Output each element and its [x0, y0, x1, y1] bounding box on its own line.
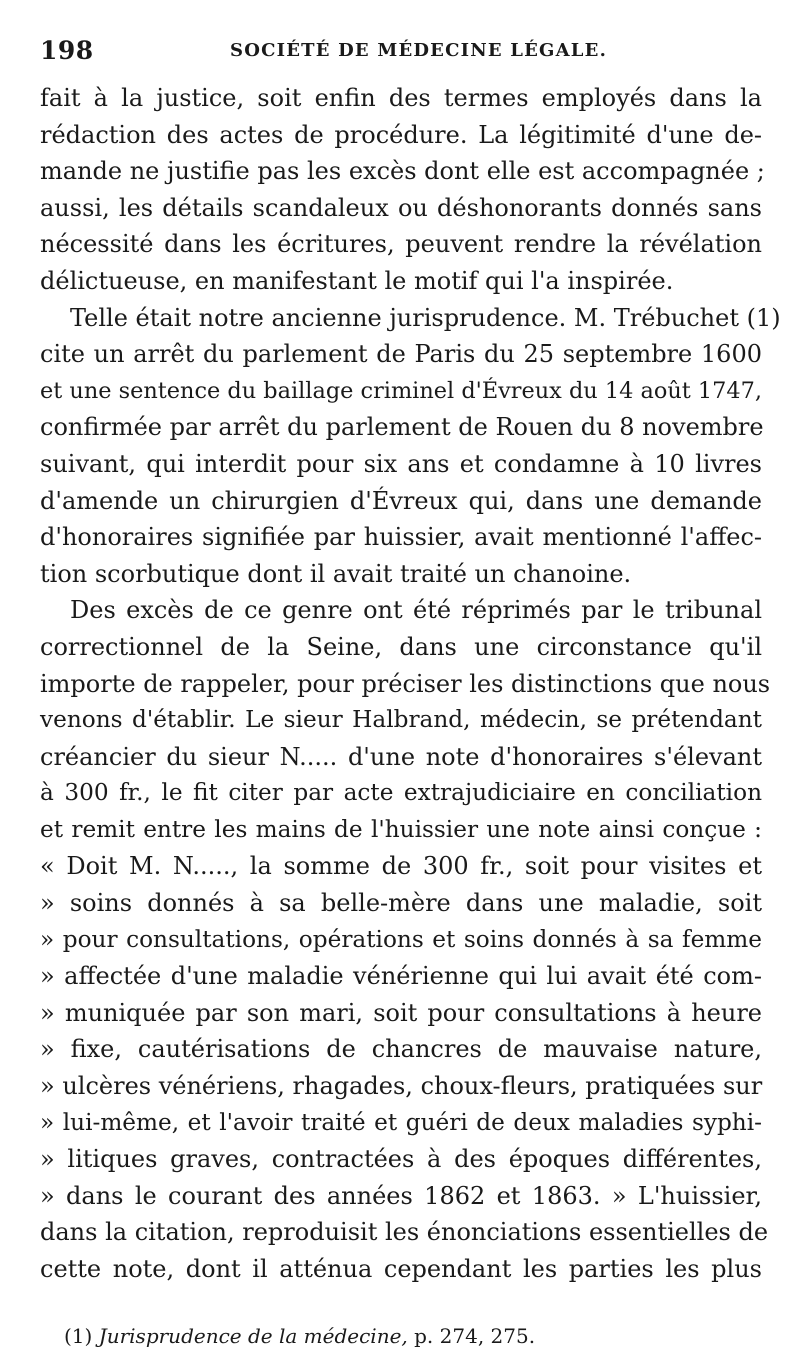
text-line: fait à la justice, soit enfin des termes employés dans la — [40, 84, 762, 112]
text-line: Telle était notre ancienne jurisprudence. M. Trébuchet (1) — [70, 303, 781, 332]
text-line: nécessité dans les écritures, peuvent rendre la révélation — [40, 230, 762, 259]
text-line: » ulcères vénériens, rhagades, choux-fleurs, pratiquées sur — [40, 1072, 763, 1101]
text-line: correctionnel de la Seine, dans une circonstance qu'il — [40, 632, 762, 661]
text-line: dans la citation, reproduisit les énonciations essentielles de — [40, 1218, 769, 1247]
text-line: d'honoraires signifiée par huissier, avait mentionné l'affec- — [40, 523, 762, 552]
text-line: et une sentence du baillage criminel d'Évreux du 14 août 1747, — [40, 377, 762, 404]
text-line: » litiques graves, contractées à des époques différentes, — [40, 1145, 762, 1174]
text-line: confirmée par arrêt du parlement de Rouen du 8 novembre — [40, 413, 764, 442]
text-line: à 300 fr., le fit citer par acte extrajudiciaire en conciliation — [40, 779, 762, 807]
footnote-title: Jurisprudence de la médecine, — [98, 1324, 408, 1348]
text-line: cette note, dont il atténua cependant les parties les plus — [40, 1255, 762, 1283]
text-line: et remit entre les mains de l'huissier une note ainsi conçue : — [40, 815, 762, 843]
text-line: » affectée d'une maladie vénérienne qui lui avait été com- — [40, 962, 762, 991]
text-line: aussi, les détails scandaleux ou déshonorants donnés sans — [40, 193, 762, 222]
text-line: suivant, qui interdit pour six ans et condamne à 10 livres — [40, 449, 762, 478]
text-line: délictueuse, en manifestant le motif qui l'a inspirée. — [40, 266, 674, 295]
text-line: cite un arrêt du parlement de Paris du 25 septembre 1600 — [40, 340, 762, 369]
text-line: » pour consultations, opérations et soins donnés à sa femme — [40, 925, 762, 953]
text-line: Des excès de ce genre ont été réprimés par le tribunal — [70, 596, 762, 625]
text-line: » dans le courant des années 1862 et 1863. » L'huissier, — [40, 1181, 762, 1210]
footnote-pages: p. 274, 275. — [414, 1324, 536, 1348]
page-header — [40, 36, 760, 76]
text-line: d'amende un chirurgien d'Évreux qui, dans une demande — [40, 486, 762, 515]
text-line: » lui-même, et l'avoir traité et guéri de deux maladies syphi- — [40, 1108, 762, 1136]
footnote — [64, 1324, 535, 1348]
footnote-marker: (1) — [64, 1324, 93, 1348]
text-line: importe de rappeler, pour préciser les distinctions que nous — [40, 669, 771, 698]
text-line: créancier du sieur N..... d'une note d'honoraires s'élevant — [40, 742, 762, 771]
running-head: SOCIÉTÉ DE MÉDECINE LÉGALE. — [230, 40, 608, 61]
text-line: tion scorbutique dont il avait traité un chanoine. — [40, 559, 632, 588]
text-line: « Doit M. N....., la somme de 300 fr., soit pour visites et — [40, 852, 762, 881]
text-line: » fixe, cautérisations de chancres de mauvaise nature, — [40, 1035, 762, 1064]
page-number: 198 — [40, 36, 94, 65]
body-text — [40, 80, 781, 1288]
text-line: venons d'établir. Le sieur Halbrand, médecin, se prétendant — [40, 706, 762, 734]
text-line: » soins donnés à sa belle-mère dans une maladie, soit — [40, 889, 762, 918]
text-line: » muniquée par son mari, soit pour consultations à heure — [40, 998, 762, 1027]
text-line: rédaction des actes de procédure. La légitimité d'une de- — [40, 120, 762, 149]
text-line: mande ne justifie pas les excès dont elle est accompagnée ; — [40, 157, 765, 186]
